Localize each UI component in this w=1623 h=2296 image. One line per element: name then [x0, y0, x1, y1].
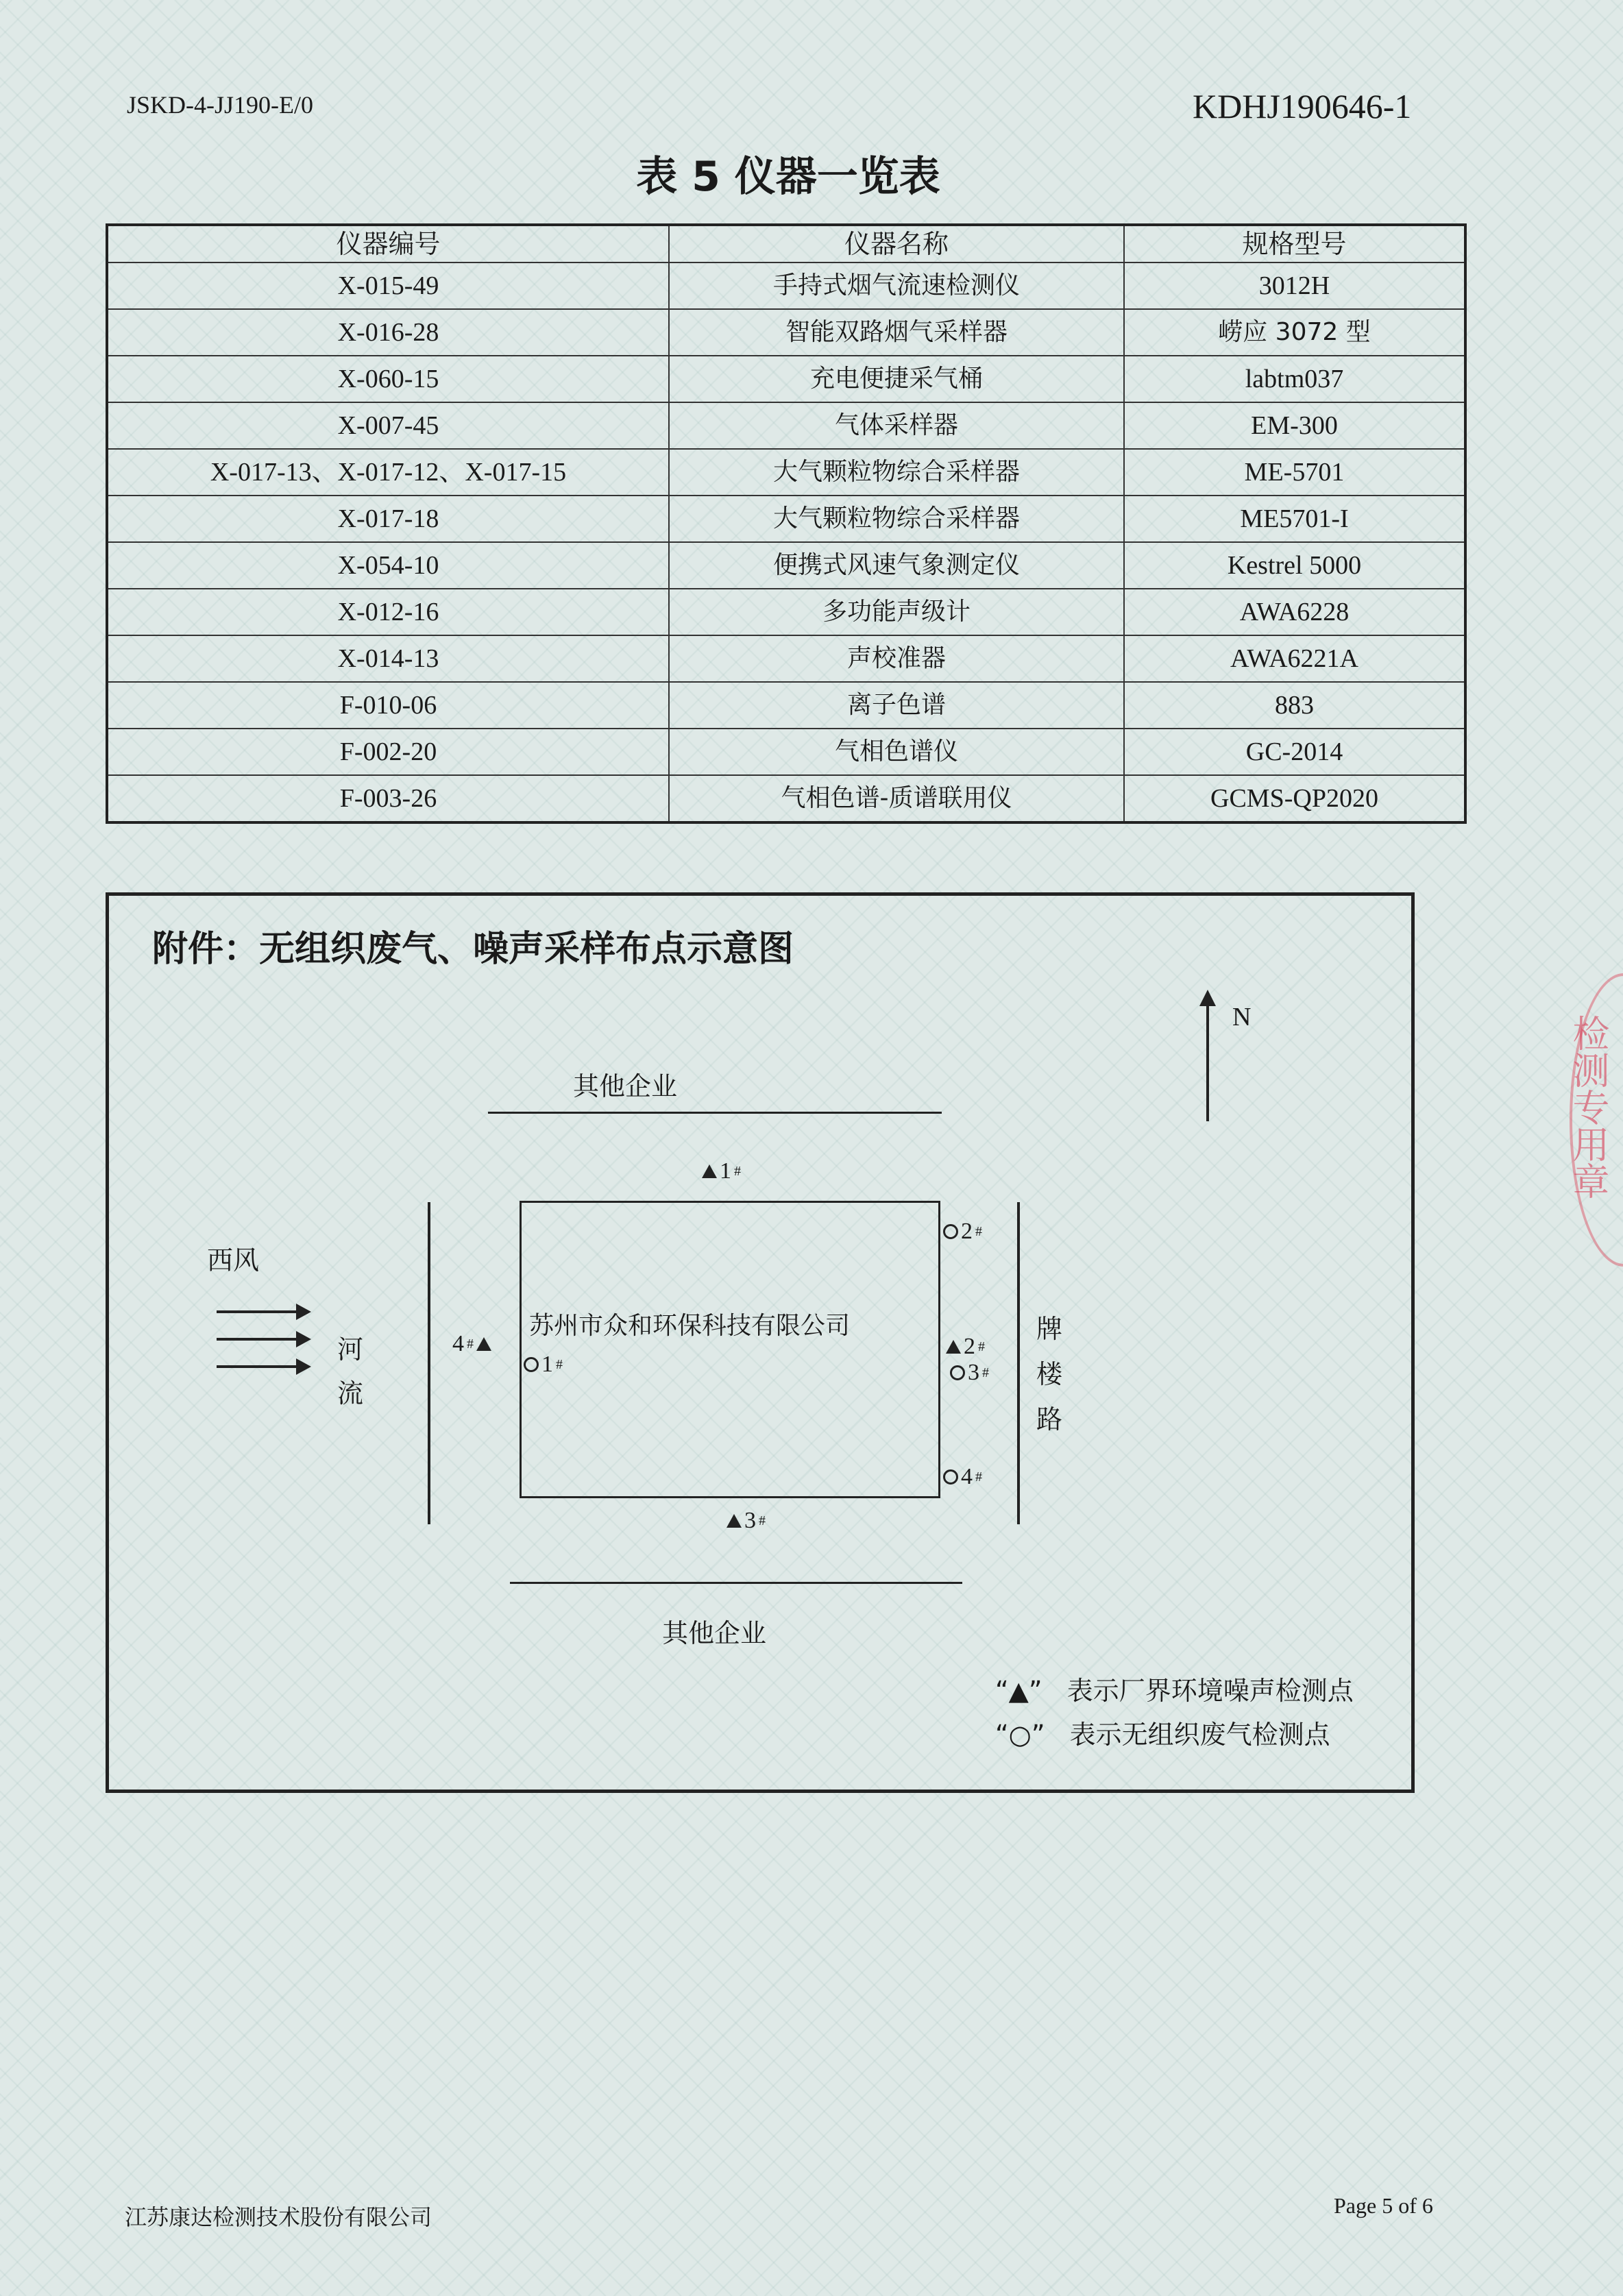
legend-gas-symbol: “○” — [995, 1720, 1045, 1750]
river-label-1: 河 — [337, 1334, 364, 1365]
cell-instrument-name: 离子色谱 — [669, 682, 1124, 729]
cell-instrument-name: 多功能声级计 — [669, 589, 1124, 635]
cell-instrument-name: 气相色谱-质谱联用仪 — [669, 775, 1124, 822]
document-code: JSKD-4-JJ190-E/0 — [127, 91, 314, 119]
noise-point-2: 2 # — [946, 1334, 985, 1360]
legend-gas — [995, 1713, 1330, 1751]
table-row — [107, 449, 1465, 496]
legend-gas-text: 表示无组织废气检测点 — [1069, 1720, 1330, 1750]
river-line — [428, 1202, 430, 1524]
table-header-row — [107, 225, 1465, 262]
cell-model: GCMS-QP2020 — [1124, 775, 1465, 822]
road-label-1: 牌 — [1036, 1314, 1063, 1344]
cell-instrument-id: F-010-06 — [107, 682, 669, 729]
triangle-icon — [702, 1164, 717, 1178]
gas-point-4: 4 # — [943, 1464, 982, 1490]
table-row — [107, 309, 1465, 356]
cell-instrument-id: X-007-45 — [107, 402, 669, 449]
triangle-icon — [727, 1514, 742, 1528]
cell-model: ME-5701 — [1124, 449, 1465, 496]
cell-model: AWA6221A — [1124, 635, 1465, 682]
cell-model: labtm037 — [1124, 356, 1465, 402]
cell-instrument-name: 便携式风速气象测定仪 — [669, 542, 1124, 589]
north-label: N — [1232, 1003, 1252, 1031]
road-line — [1017, 1202, 1020, 1524]
cell-model: GC-2014 — [1124, 729, 1465, 775]
cell-model: 崂应 3072 型 — [1124, 309, 1465, 356]
legend-noise — [995, 1670, 1354, 1707]
cell-instrument-id: X-060-15 — [107, 356, 669, 402]
boundary-line-bottom — [510, 1582, 962, 1584]
cell-instrument-name: 声校准器 — [669, 635, 1124, 682]
table-row — [107, 729, 1465, 775]
cell-instrument-name: 气相色谱仪 — [669, 729, 1124, 775]
cell-instrument-id: X-017-13、X-017-12、X-017-15 — [107, 449, 669, 496]
noise-point-1: 1 # — [702, 1158, 741, 1184]
gas-point-2: 2 # — [943, 1219, 982, 1245]
cell-model: EM-300 — [1124, 402, 1465, 449]
page-number: Page 5 of 6 — [1334, 2193, 1433, 2218]
circle-icon — [943, 1224, 958, 1239]
north-arrow-icon — [1199, 990, 1216, 1006]
table-row — [107, 496, 1465, 542]
cell-instrument-id: F-003-26 — [107, 775, 669, 822]
cell-instrument-id: X-054-10 — [107, 542, 669, 589]
table-row — [107, 635, 1465, 682]
cell-instrument-name: 充电便捷采气桶 — [669, 356, 1124, 402]
report-number: KDHJ190646-1 — [1193, 87, 1412, 125]
cell-instrument-name: 大气颗粒物综合采样器 — [669, 496, 1124, 542]
cell-model: 3012H — [1124, 262, 1465, 309]
cell-instrument-name: 大气颗粒物综合采样器 — [669, 449, 1124, 496]
company-name: 苏州市众和环保科技有限公司 — [529, 1312, 851, 1340]
noise-point-4: 4 # — [452, 1331, 491, 1357]
triangle-icon — [946, 1340, 961, 1354]
circle-icon — [943, 1469, 958, 1485]
cell-model: ME5701-I — [1124, 496, 1465, 542]
table-row — [107, 262, 1465, 309]
gas-point-1: 1 # — [524, 1352, 563, 1378]
legend-noise-text: 表示厂界环境噪声检测点 — [1066, 1676, 1354, 1706]
triangle-icon — [476, 1337, 491, 1351]
noise-point-3: 3 # — [727, 1508, 766, 1534]
header-instrument-name: 仪器名称 — [669, 225, 1124, 262]
cell-instrument-name: 手持式烟气流速检测仪 — [669, 262, 1124, 309]
road-label-3: 路 — [1036, 1404, 1063, 1434]
road-label-2: 楼 — [1036, 1359, 1063, 1389]
cell-instrument-name: 气体采样器 — [669, 402, 1124, 449]
table-row — [107, 402, 1465, 449]
cell-model: Kestrel 5000 — [1124, 542, 1465, 589]
cell-instrument-id: F-002-20 — [107, 729, 669, 775]
other-enterprise-top: 其他企业 — [573, 1071, 678, 1101]
cell-instrument-id: X-016-28 — [107, 309, 669, 356]
legend-noise-symbol: “▲” — [995, 1676, 1042, 1706]
company-site-boundary — [520, 1201, 940, 1498]
header-instrument-id: 仪器编号 — [107, 225, 669, 262]
other-enterprise-bottom: 其他企业 — [662, 1618, 767, 1648]
page-title: 表 5 仪器一览表 — [636, 153, 940, 201]
table-row — [107, 589, 1465, 635]
cell-instrument-id: X-014-13 — [107, 635, 669, 682]
circle-icon — [950, 1365, 965, 1380]
table-row — [107, 356, 1465, 402]
river-label-2: 流 — [337, 1378, 364, 1408]
table-row — [107, 542, 1465, 589]
table-row — [107, 682, 1465, 729]
wind-label: 西风 — [207, 1245, 260, 1275]
north-arrow-line — [1206, 1001, 1209, 1121]
circle-icon — [524, 1357, 539, 1372]
cell-instrument-name: 智能双路烟气采样器 — [669, 309, 1124, 356]
gas-point-3: 3 # — [950, 1360, 989, 1386]
cell-model: 883 — [1124, 682, 1465, 729]
boundary-line-top — [488, 1112, 942, 1114]
cell-instrument-id: X-012-16 — [107, 589, 669, 635]
cell-instrument-id: X-015-49 — [107, 262, 669, 309]
instrument-table — [106, 223, 1467, 824]
table-row — [107, 775, 1465, 822]
seal-stamp-text: 检测专用章 — [1567, 1014, 1610, 1199]
cell-model: AWA6228 — [1124, 589, 1465, 635]
annex-title: 附件：无组织废气、噪声采样布点示意图 — [152, 929, 794, 970]
header-model: 规格型号 — [1124, 225, 1465, 262]
footer-company: 江苏康达检测技术股份有限公司 — [125, 2204, 432, 2230]
cell-instrument-id: X-017-18 — [107, 496, 669, 542]
